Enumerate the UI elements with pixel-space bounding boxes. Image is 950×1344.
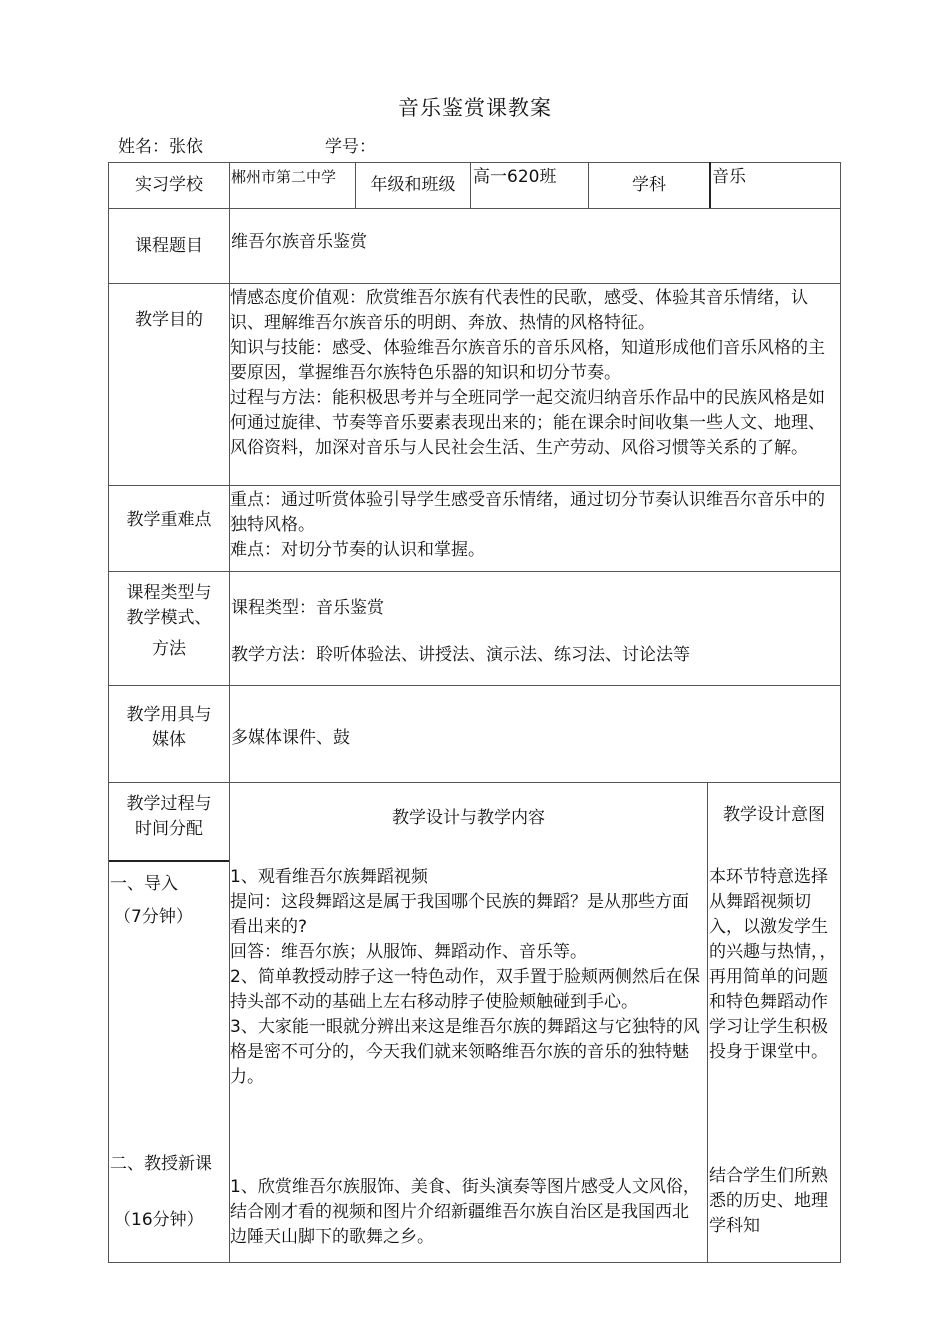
stage2-title: 二、教授新课: [110, 1154, 212, 1174]
key-points-content: [230, 488, 832, 563]
stage1-step1: 1、观看维吾尔族舞蹈视频: [230, 867, 428, 887]
stage2-content: [230, 1175, 704, 1250]
difficult-point: 难点：对切分节奏的认识和掌握。: [230, 540, 485, 560]
key-points-label: 教学重难点: [126, 510, 212, 530]
tools-value: 多媒体课件、鼓: [231, 728, 350, 748]
teaching-method-value: 教学方法：聆听体验法、讲授法、演示法、练习法、讨论法等: [231, 645, 690, 665]
stage1-intent: 本环节特意选择从舞蹈视频切入，以激发学生的兴趣与热情，，再用简单的问题和特色舞蹈动作学习让学生积极投身于课堂中。: [709, 867, 837, 1062]
student-name: 姓名：张依: [118, 137, 203, 157]
key-point: 重点：通过听赏体验引导学生感受音乐情绪，通过切分节奏认识维吾尔音乐中的独特风格。: [230, 490, 825, 535]
tools-label: [109, 703, 229, 753]
tools-label-line1: 教学用具与: [126, 705, 212, 725]
student-id: 学号：: [325, 137, 376, 157]
objective-knowledge: 知识与技能：感受、体验维吾尔族音乐的音乐风格，知道形成他们音乐风格的主要原因，掌握维吾尔族特色乐器的知识和切分节奏。: [230, 338, 825, 383]
stage2-intent: 结合学生们所熟悉的历史、地理学科知: [709, 1166, 828, 1236]
process-label-line1: 教学过程与: [126, 794, 212, 814]
course-type-label-line3: 方法: [152, 639, 186, 659]
objective-process: 过程与方法：能积极思考并与全班同学一起交流归纳音乐作品中的民族风格是如何通过旋律、节奏等音乐要素表现出来的；能在课余时间收集一些人文、地理、风俗资料，加深对音乐与人民社会生活、生产劳动、风俗习惯等关系的了解。: [230, 388, 825, 458]
stage2-time: （16分钟）: [114, 1210, 204, 1230]
design-intent-header: 教学设计意图: [723, 805, 825, 825]
subject-label: 学科: [632, 175, 666, 195]
stage1-step2: 2、简单教授动脖子这一特色动作，双手置于脸颊两侧然后在保持头部不动的基础上左右移动脖子使脸颊触碰到手心。: [230, 967, 700, 1012]
objective-attitude: 情感态度价值观：欣赏维吾尔族有代表性的民歌，感受、体验其音乐情绪，认识、理解维吾尔族音乐的明朗、奔放、热情的风格特征。: [230, 288, 808, 333]
stage1-title: 一、导入: [110, 874, 178, 894]
objectives-label: 教学目的: [135, 310, 203, 330]
stage1-step3: 3、大家能一眼就分辨出来这是维吾尔族的舞蹈这与它独特的风格是密不可分的，今天我们就来领略维吾尔族的音乐的独特魅力。: [230, 1017, 700, 1087]
course-type-value: 课程类型：音乐鉴赏: [231, 598, 384, 618]
objectives-content: [230, 286, 832, 461]
course-type-label-line1: 课程类型与: [126, 583, 212, 603]
stage1-question: 提问：这段舞蹈这是属于我国哪个民族的舞蹈？是从那些方面看出来的?: [230, 892, 689, 937]
tools-label-line2: 媒体: [152, 730, 186, 750]
process-label: [109, 792, 229, 842]
subject-value: 音乐: [712, 167, 746, 187]
stage2-step1: 1、欣赏维吾尔族服饰、美食、街头演奏等图片感受人文风俗，结合刚才看的视频和图片介绍新疆维吾尔族自治区是我国西北边陲天山脚下的歌舞之乡。: [230, 1177, 700, 1247]
school-label: 实习学校: [135, 175, 203, 195]
class-value: 高一620班: [473, 167, 557, 187]
page-title: 音乐鉴赏课教案: [398, 96, 552, 120]
course-type-label: [109, 581, 229, 662]
stage1-content: [230, 865, 704, 1090]
process-label-line2: 时间分配: [135, 819, 203, 839]
course-title-label: 课程题目: [135, 235, 203, 256]
class-label: 年级和班级: [370, 175, 456, 195]
stage1-time: （7分钟）: [114, 907, 193, 927]
stage1-answer: 回答：维吾尔族；从服饰、舞蹈动作、音乐等。: [230, 942, 587, 962]
course-title-value: 维吾尔族音乐鉴赏: [231, 232, 367, 252]
school-value: 郴州市第二中学: [231, 168, 337, 186]
design-content-header: 教学设计与教学内容: [392, 808, 545, 828]
course-type-label-line2: 教学模式、: [126, 608, 212, 628]
